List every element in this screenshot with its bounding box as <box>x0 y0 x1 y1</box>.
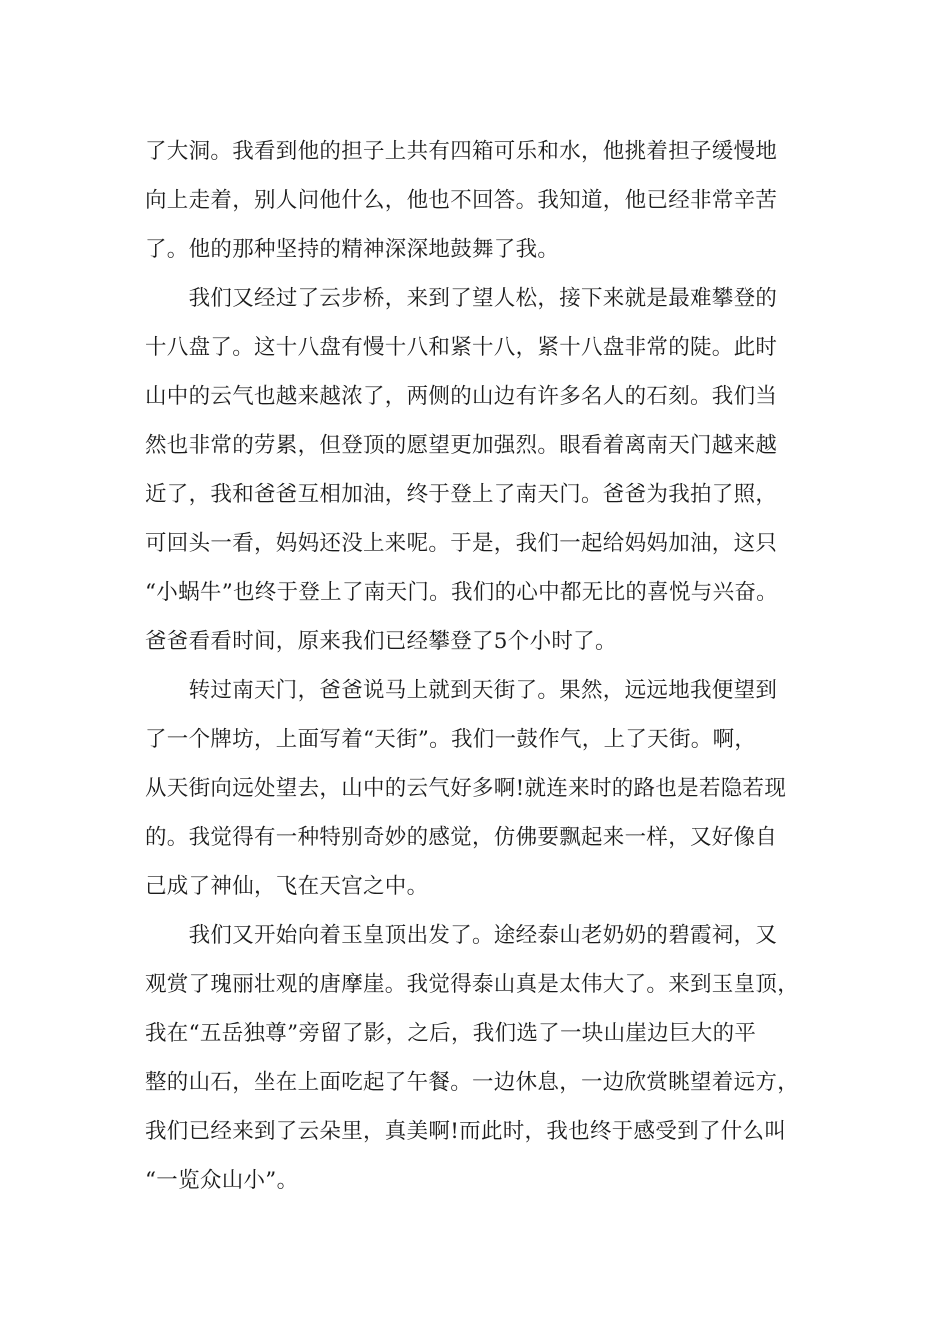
text-line: 我们又经过了云步桥，来到了望人松，接下来就是最难攀登的 <box>145 286 778 311</box>
text-line: 的。我觉得有一种特别奇妙的感觉，仿佛要飘起来一样，又好像自 <box>145 825 778 850</box>
text-line: “一览众山小”。 <box>145 1168 299 1193</box>
text-line: 我在“五岳独尊”旁留了影，之后，我们选了一块山崖边巨大的平 <box>145 1021 757 1046</box>
text-line: 近了，我和爸爸互相加油，终于登上了南天门。爸爸为我拍了照， <box>145 482 778 507</box>
text-line: 整的山石，坐在上面吃起了午餐。一边休息，一边欣赏眺望着远方， <box>145 1070 800 1095</box>
text-line: 向上走着，别人问他什么，他也不回答。我知道，他已经非常辛苦 <box>145 188 778 213</box>
text-line: 了大洞。我看到他的担子上共有四箱可乐和水，他挑着担子缓慢地 <box>145 139 778 164</box>
text-line: 可回头一看，妈妈还没上来呢。于是，我们一起给妈妈加油，这只 <box>145 531 778 556</box>
text-line: 十八盘了。这十八盘有慢十八和紧十八，紧十八盘非常的陡。此时 <box>145 335 778 360</box>
text-line: 己成了神仙，飞在天宫之中。 <box>145 874 429 899</box>
text-line: 我们又开始向着玉皇顶出发了。途经泰山老奶奶的碧霞祠，又 <box>145 923 778 948</box>
text-line: 爸爸看看时间，原来我们已经攀登了5个小时了。 <box>145 629 617 654</box>
text-line: 了一个牌坊，上面写着“天街”。我们一鼓作气，上了天街。啊， <box>145 727 757 752</box>
text-line: 观赏了瑰丽壮观的唐摩崖。我觉得泰山真是太伟大了。来到玉皇顶， <box>145 972 800 997</box>
text-line: 从天街向远处望去，山中的云气好多啊!就连来时的路也是若隐若现 <box>145 776 787 801</box>
text-line: 我们已经来到了云朵里，真美啊!而此时，我也终于感受到了什么叫 <box>145 1119 787 1144</box>
text-line: 山中的云气也越来越浓了，两侧的山边有许多名人的石刻。我们当 <box>145 384 778 409</box>
text-line: “小蜗牛”也终于登上了南天门。我们的心中都无比的喜悦与兴奋。 <box>145 580 778 605</box>
text-line: 然也非常的劳累，但登顶的愿望更加强烈。眼看着离南天门越来越 <box>145 433 778 458</box>
text-line: 转过南天门，爸爸说马上就到天街了。果然，远远地我便望到 <box>145 678 778 703</box>
text-line: 了。他的那种坚持的精神深深地鼓舞了我。 <box>145 237 560 262</box>
